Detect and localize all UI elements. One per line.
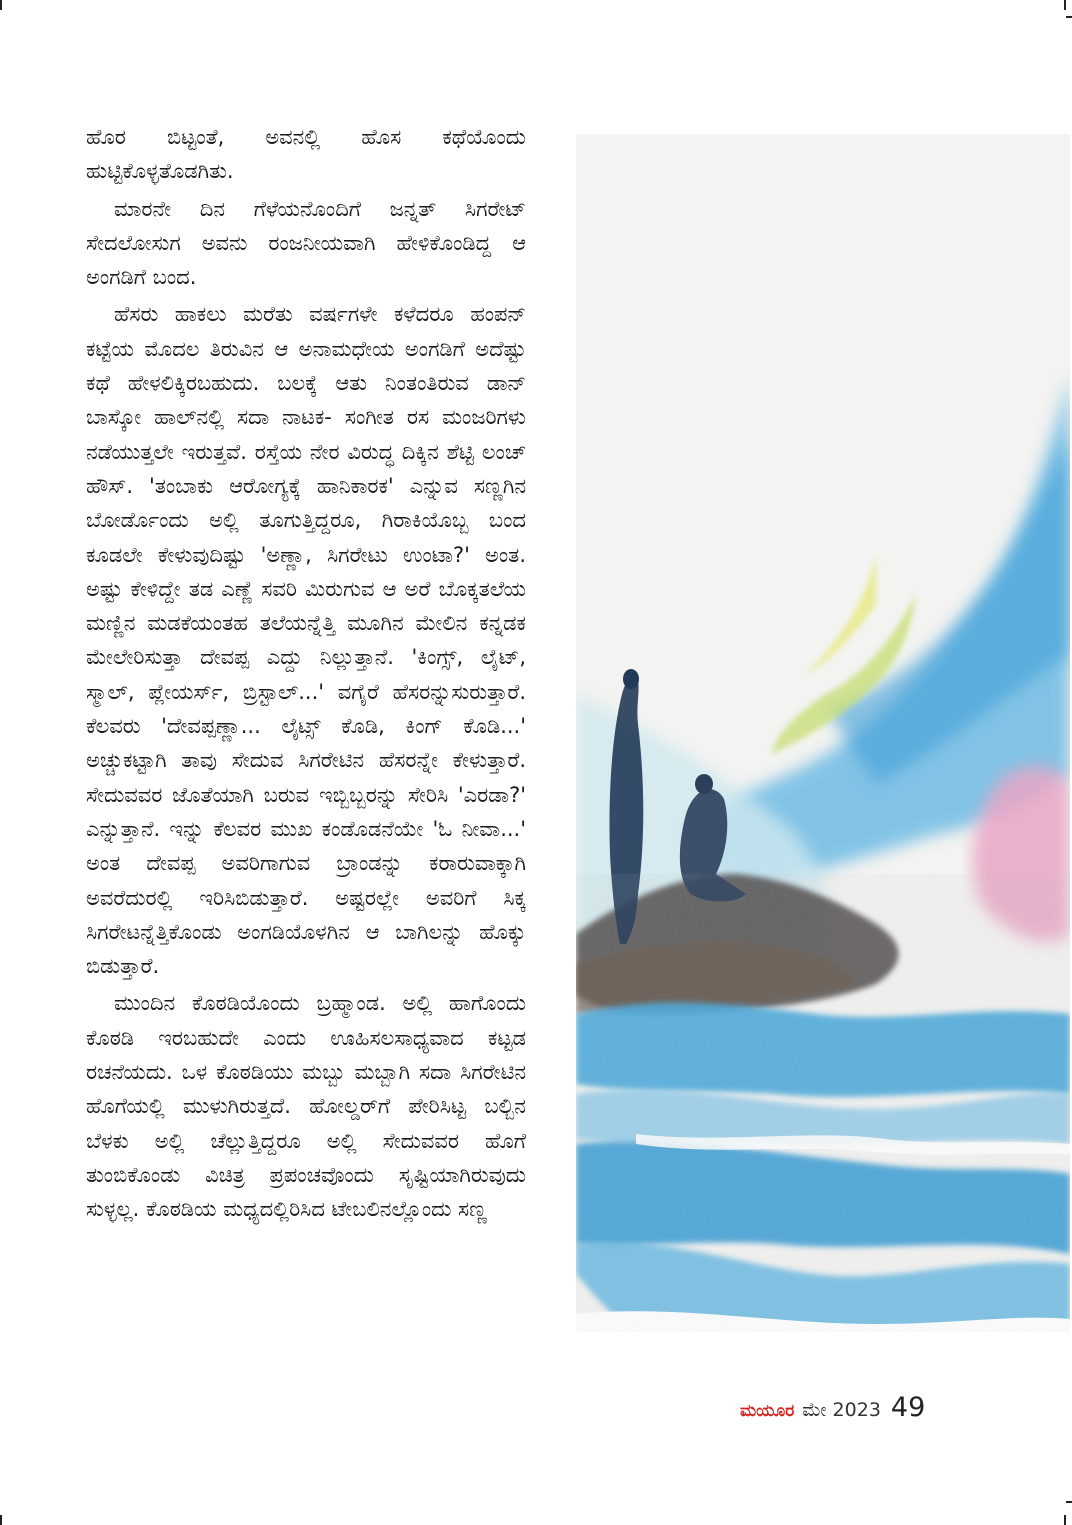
watercolor-illustration [576, 134, 1070, 1332]
magazine-brand: ಮಯೂರ [740, 1401, 795, 1421]
crop-mark-top-right-horizontal [1066, 16, 1072, 18]
crop-mark-bottom-right [1064, 1515, 1066, 1525]
issue-date: ಮೇ 2023 [802, 1399, 881, 1421]
crop-mark-top-right [1064, 0, 1066, 10]
article-paragraph-2: ಮಾರನೇ ದಿನ ಗೆಳೆಯನೊಂದಿಗೆ ಜನ್ನತ್ ಸಿಗರೇಟ್ ಸೇದಲೋಸುಗ ಅವನು ರಂಜನೀಯವಾಗಿ ಹೇಳಿಕೊಂಡಿದ್ದ ಆ ಅಂಗಡಿಗೆ ಬಂದ. [86, 196, 526, 290]
article-text-column [86, 120, 526, 1390]
crop-mark-bottom-right-horizontal [1066, 1501, 1072, 1503]
page-footer [740, 1392, 970, 1428]
crop-mark-bottom-left [0, 1515, 2, 1525]
article-paragraph-3: ಹೆಸರು ಹಾಕಲು ಮರೆತು ವರ್ಷಗಳೇ ಕಳೆದರೂ ಹಂಪನ್ ಕಟ್ಟೆಯ ಮೊದಲ ತಿರುವಿನ ಆ ಅನಾಮಧೇಯ ಅಂಗಡಿಗೆ ಅದೆಷ್ಟು ಕಥೆ ಹೇಳಲಿಕ್ಕಿರಬಹುದು. ಬಲಕ್ಕೆ ಆತು ನಿಂತಂತಿರುವ ಡಾನ್ ಬಾಸ್ಕೋ ಹಾಲ್‌ನಲ್ಲಿ ಸದಾ ನಾಟಕ- ಸಂಗೀತ ರಸ ಮಂಜರಿಗಳು ನಡೆಯುತ್ತಲೇ ಇರುತ್ತವೆ. ರಸ್ತೆಯ ನೇರ ವಿರುದ್ಧ ದಿಕ್ಕಿನ ಶೆಟ್ಟಿ ಲಂಚ್ ಹೌಸ್. 'ತಂಬಾಕು ಆರೋಗ್ಯಕ್ಕೆ ಹಾನಿಕಾರಕ' ಎನ್ನುವ ಸಣ್ಣಗಿನ ಬೋರ್ಡೊಂದು ಅಲ್ಲಿ ತೂಗುತ್ತಿದ್ದರೂ, ಗಿರಾಕಿಯೊಬ್ಬ ಬಂದ ಕೂಡಲೇ ಕೇಳುವುದಿಷ್ಟು 'ಅಣ್ಣಾ, ಸಿಗರೇಟು ಉಂಟಾ?' ಅಂತ. ಅಷ್ಟು ಕೇಳಿದ್ದೇ ತಡ ಎಣ್ಣೆ ಸವರಿ ಮಿರುಗುವ ಆ ಅರೆ ಬೊಕ್ಕತಲೆಯ ಮಣ್ಣಿನ ಮಡಕೆಯಂತಹ ತಲೆಯನ್ನೆತ್ತಿ ಮೂಗಿನ ಮೇಲಿನ ಕನ್ನಡಕ ಮೇಲೇರಿಸುತ್ತಾ ದೇವಪ್ಪ ಎದ್ದು ನಿಲ್ಲುತ್ತಾನೆ. 'ಕಿಂಗ್ಸ್, ಲೈಟ್, ಸ್ಮಾಲ್, ಪ್ಲೇಯರ್ಸ್, ಬ್ರಿಸ್ಟಾಲ್...' ವಗೈರೆ ಹೆಸರನ್ನುಸುರುತ್ತಾರೆ. ಕೆಲವರು 'ದೇವಪ್ಪಣ್ಣಾ... ಲೈಟ್ಸ್ ಕೊಡಿ, ಕಿಂಗ್ ಕೊಡಿ...' ಅಚ್ಚುಕಟ್ಟಾಗಿ ತಾವು ಸೇದುವ ಸಿಗರೇಟಿನ ಹೆಸರನ್ನೇ ಕೇಳುತ್ತಾರೆ. ಸೇದುವವರ ಜೊತೆಯಾಗಿ ಬರುವ ಇಬ್ಬಿಬ್ಬರನ್ನು ಸೇರಿಸಿ 'ಎರಡಾ?' ಎನ್ನುತ್ತಾನೆ. ಇನ್ನು ಕೆಲವರ ಮುಖ ಕಂಡೊಡನೆಯೇ 'ಓ ನೀವಾ...' ಅಂತ ದೇವಪ್ಪ ಅವರಿಗಾಗುವ ಬ್ರಾಂಡನ್ನು ಕರಾರುವಾಕ್ಕಾಗಿ ಅವರೆದುರಲ್ಲಿ ಇರಿಸಿಬಿಡುತ್ತಾರೆ. ಅಷ್ಟರಲ್ಲೇ ಅವರಿಗೆ ಸಿಕ್ಕ ಸಿಗರೇಟನ್ನೆತ್ತಿಕೊಂಡು ಅಂಗಡಿಯೊಳಗಿನ ಆ ಬಾಗಿಲನ್ನು ಹೊಕ್ಕು ಬಿಡುತ್ತಾರೆ. [86, 302, 526, 979]
page-number: 49 [890, 1392, 926, 1423]
article-paragraph-4: ಮುಂದಿನ ಕೊಠಡಿಯೊಂದು ಬ್ರಹ್ಮಾಂಡ. ಅಲ್ಲಿ ಹಾಗೊಂದು ಕೊಠಡಿ ಇರಬಹುದೇ ಎಂದು ಊಹಿಸಲಸಾಧ್ಯವಾದ ಕಟ್ಟಡ ರಚನೆಯದು. ಒಳ ಕೊಠಡಿಯು ಮಬ್ಬು ಮಬ್ಬಾಗಿ ಸದಾ ಸಿಗರೇಟಿನ ಹೊಗೆಯಲ್ಲಿ ಮುಳುಗಿರುತ್ತದೆ. ಹೋಲ್ಡರ್‌ಗೆ ಪೇರಿಸಿಟ್ಟ ಬಲ್ಬಿನ ಬೆಳಕು ಅಲ್ಲಿ ಚೆಲ್ಲುತ್ತಿದ್ದರೂ ಅಲ್ಲಿ ಸೇದುವವರ ಹೊಗೆ ತುಂಬಿಕೊಂಡು ವಿಚಿತ್ರ ಪ್ರಪಂಚವೊಂದು ಸೃಷ್ಟಿಯಾಗಿರುವುದು ಸುಳ್ಳಲ್ಲ. ಕೊಠಡಿಯ ಮಧ್ಯದಲ್ಲಿರಿಸಿದ ಟೇಬಲಿನಲ್ಲೊಂದು ಸಣ್ಣ [86, 991, 526, 1222]
watercolor-illustration-icon [576, 134, 1070, 1332]
crop-mark-top-left [0, 0, 2, 10]
article-paragraph-1: ಹೊರ ಬಿಟ್ಟಂತೆ, ಅವನಲ್ಲಿ ಹೊಸ ಕಥೆಯೊಂದು ಹುಟ್ಟಿಕೊಳ್ಳತೊಡಗಿತು. [86, 125, 526, 184]
